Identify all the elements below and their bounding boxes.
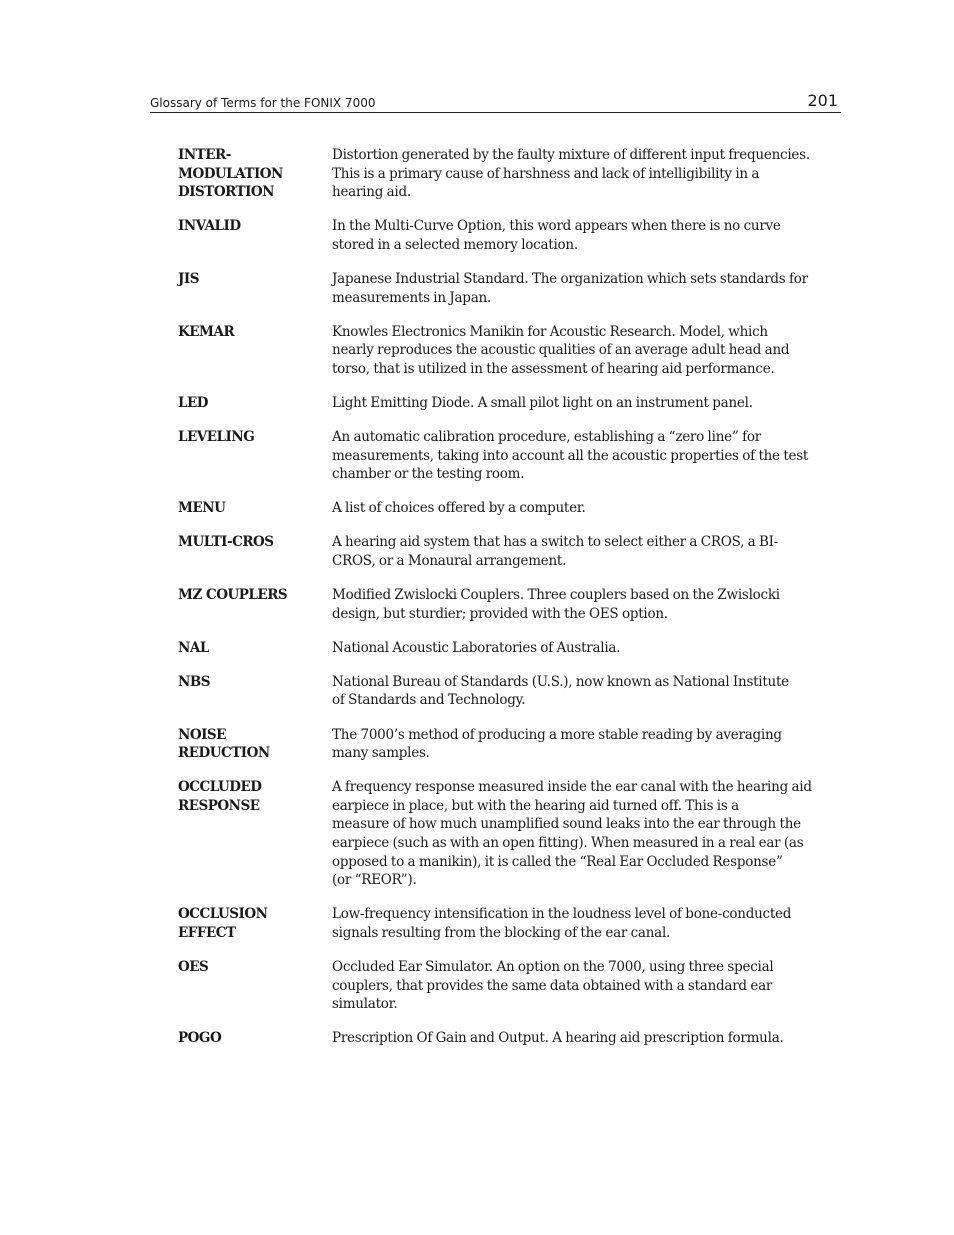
glossary-definition: Distortion generated by the faulty mixture of different input frequencies. This is a primary cause of harshness and lack of intelligibility in a hearing aid. <box>332 147 810 201</box>
glossary-entry <box>178 394 850 413</box>
glossary-definition: In the Multi-Curve Option, this word appears when there is no curve stored in a selected memory location. <box>332 218 781 253</box>
glossary-definition: A hearing aid system that has a switch to select either a CROS, a BI- CROS, or a Monaural arrangement. <box>332 534 779 569</box>
glossary-entry <box>178 146 850 202</box>
glossary-definition: Knowles Electronics Manikin for Acoustic Research. Model, which nearly reproduces the acoustic qualities of an average adult head and torso, that is utilized in the assessment of hearing aid performance. <box>332 323 790 377</box>
glossary-entry <box>178 586 850 623</box>
glossary-definition: Modified Zwislocki Couplers. Three couplers based on the Zwislocki design, but sturdier; provided with the OES option. <box>332 587 780 622</box>
glossary-definition: Prescription Of Gain and Output. A hearing aid prescription formula. <box>332 1030 784 1047</box>
glossary-entry <box>178 905 850 942</box>
glossary-entry <box>178 778 850 890</box>
glossary-term: NOISE REDUCTION <box>178 726 270 762</box>
page-number: 201 <box>807 91 838 110</box>
glossary-definition: An automatic calibration procedure, establishing a “zero line” for measurements, taking into account all the acoustic properties of the test chamber or the testing room. <box>332 429 809 483</box>
glossary-term: MENU <box>178 500 226 517</box>
glossary-definition: The 7000’s method of producing a more stable reading by averaging many samples. <box>332 726 782 762</box>
glossary-term: NAL <box>178 639 209 656</box>
glossary-entry <box>178 428 850 484</box>
glossary-term: LEVELING <box>178 429 255 446</box>
glossary-entry <box>178 726 850 763</box>
glossary-term: KEMAR <box>178 323 235 340</box>
glossary-term: LED <box>178 394 208 411</box>
glossary-term: INVALID <box>178 218 241 235</box>
glossary-definition: National Bureau of Standards (U.S.), now known as National Institute of Standards and Technology. <box>332 673 789 709</box>
glossary-entry <box>178 958 850 1014</box>
glossary-term: OCCLUDED RESPONSE <box>178 779 262 814</box>
glossary-entry <box>178 673 850 710</box>
glossary-term: POGO <box>178 1030 222 1047</box>
header-title: Glossary of Terms for the FONIX 7000 <box>150 96 376 110</box>
glossary-definition: Occluded Ear Simulator. An option on the 7000, using three special couplers, that provides the same data obtained with a standard ear simulator. <box>332 959 774 1013</box>
glossary-term: OES <box>178 959 209 975</box>
glossary-term: INTER- MODULATION DISTORTION <box>178 147 283 201</box>
glossary-term: NBS <box>178 673 210 690</box>
glossary-entry <box>178 639 850 658</box>
glossary-term: OCCLUSION EFFECT <box>178 906 268 941</box>
glossary-definition: Light Emitting Diode. A small pilot light on an instrument panel. <box>332 394 753 411</box>
glossary-entry <box>178 217 850 254</box>
glossary-list <box>178 146 850 1063</box>
glossary-definition: A frequency response measured inside the ear canal with the hearing aid earpiece in place, but with the hearing aid turned off. This is a measure of how much unamplified sound leaks into the ear through the earpiece (such as with an open fitting). When measured in a real ear (as opposed to a manikin), it is called the “Real Ear Occluded Response” (or “REOR”). <box>332 779 812 889</box>
glossary-entry <box>178 533 850 570</box>
glossary-term: JIS <box>178 270 199 287</box>
glossary-definition: Japanese Industrial Standard. The organization which sets standards for measurements in Japan. <box>332 270 808 306</box>
page-header <box>150 90 841 113</box>
glossary-definition: A list of choices offered by a computer. <box>332 500 586 517</box>
glossary-term: MZ COUPLERS <box>178 587 288 604</box>
glossary-definition: National Acoustic Laboratories of Australia. <box>332 639 621 656</box>
glossary-entry <box>178 499 850 518</box>
glossary-entry <box>178 323 850 379</box>
glossary-entry <box>178 1029 850 1048</box>
glossary-entry <box>178 270 850 307</box>
glossary-term: MULTI-CROS <box>178 534 274 551</box>
glossary-definition: Low-frequency intensification in the loudness level of bone-conducted signals resulting from the blocking of the ear canal. <box>332 906 792 941</box>
